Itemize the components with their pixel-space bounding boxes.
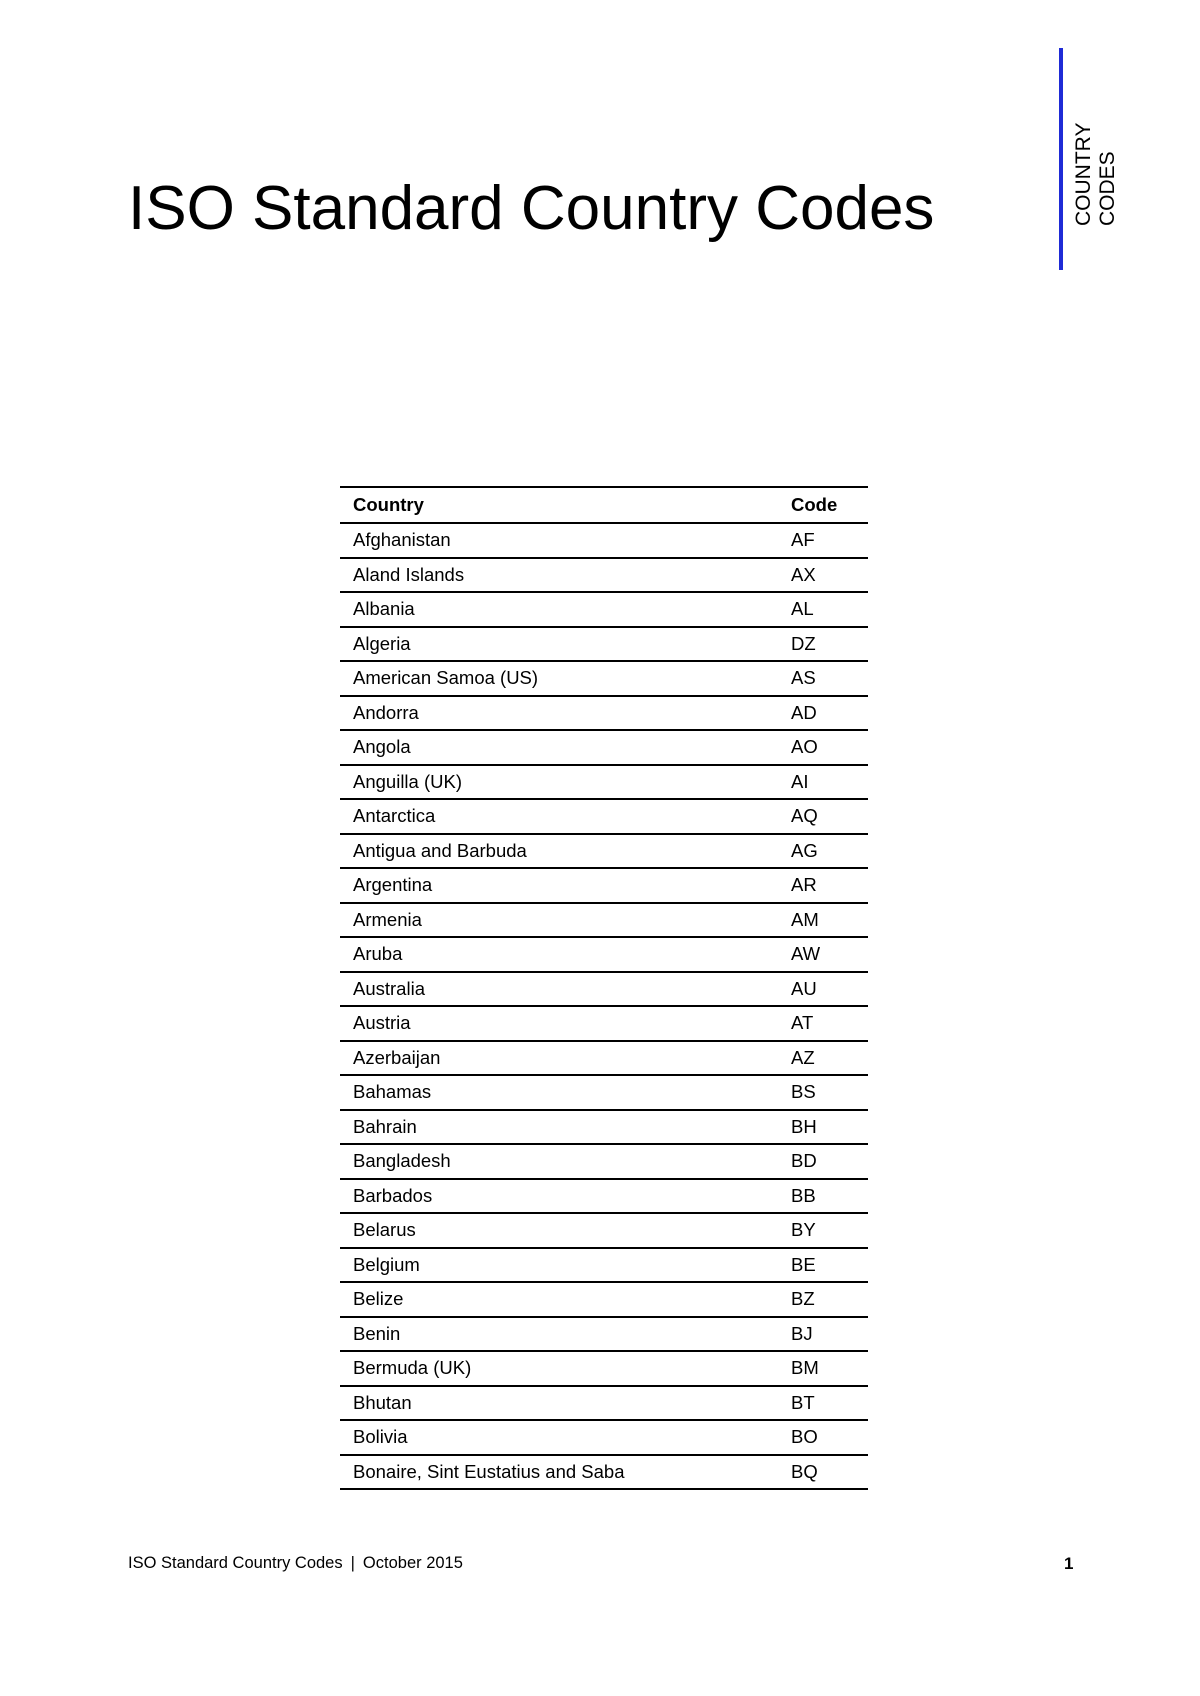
country-name-cell: American Samoa (US) bbox=[340, 661, 778, 696]
country-code-cell: BZ bbox=[778, 1282, 868, 1317]
side-tab-label bbox=[1072, 26, 1120, 226]
table-row bbox=[340, 765, 868, 800]
country-code-cell: AT bbox=[778, 1006, 868, 1041]
country-name-cell: Afghanistan bbox=[340, 523, 778, 558]
country-code-cell: AW bbox=[778, 937, 868, 972]
country-code-cell: AL bbox=[778, 592, 868, 627]
country-name-cell: Austria bbox=[340, 1006, 778, 1041]
country-code-cell: BE bbox=[778, 1248, 868, 1283]
table-row bbox=[340, 1282, 868, 1317]
table-row bbox=[340, 1317, 868, 1352]
country-name-cell: Aland Islands bbox=[340, 558, 778, 593]
country-name-cell: Albania bbox=[340, 592, 778, 627]
country-name-cell: Bolivia bbox=[340, 1420, 778, 1455]
country-name-cell: Bhutan bbox=[340, 1386, 778, 1421]
country-name-cell: Bahamas bbox=[340, 1075, 778, 1110]
country-code-cell: AU bbox=[778, 972, 868, 1007]
country-name-cell: Barbados bbox=[340, 1179, 778, 1214]
table-row bbox=[340, 972, 868, 1007]
country-name-cell: Armenia bbox=[340, 903, 778, 938]
country-code-cell: AF bbox=[778, 523, 868, 558]
country-name-cell: Azerbaijan bbox=[340, 1041, 778, 1076]
country-code-cell: BT bbox=[778, 1386, 868, 1421]
column-header-code: Code bbox=[778, 487, 868, 523]
country-code-cell: BO bbox=[778, 1420, 868, 1455]
table-row bbox=[340, 523, 868, 558]
table-row bbox=[340, 558, 868, 593]
table-row bbox=[340, 592, 868, 627]
country-name-cell: Aruba bbox=[340, 937, 778, 972]
country-code-cell: BQ bbox=[778, 1455, 868, 1490]
table-row bbox=[340, 937, 868, 972]
country-name-cell: Antigua and Barbuda bbox=[340, 834, 778, 869]
country-code-cell: AM bbox=[778, 903, 868, 938]
table-row bbox=[340, 1110, 868, 1145]
table-row bbox=[340, 834, 868, 869]
country-name-cell: Belarus bbox=[340, 1213, 778, 1248]
table-row bbox=[340, 1455, 868, 1490]
side-tab-line-1: COUNTRY bbox=[1072, 122, 1095, 226]
country-code-cell: DZ bbox=[778, 627, 868, 662]
country-code-cell: AS bbox=[778, 661, 868, 696]
footer-doc-title: ISO Standard Country Codes bbox=[128, 1554, 343, 1572]
side-tab-line-2: CODES bbox=[1096, 151, 1119, 226]
country-codes-table bbox=[340, 486, 868, 1490]
footer bbox=[128, 1554, 463, 1573]
table-row bbox=[340, 1006, 868, 1041]
country-name-cell: Benin bbox=[340, 1317, 778, 1352]
table-row bbox=[340, 661, 868, 696]
table-row bbox=[340, 730, 868, 765]
side-accent-bar bbox=[1059, 48, 1063, 270]
country-code-cell: AX bbox=[778, 558, 868, 593]
column-header-country: Country bbox=[340, 487, 778, 523]
country-name-cell: Bonaire, Sint Eustatius and Saba bbox=[340, 1455, 778, 1490]
table-header-row bbox=[340, 487, 868, 523]
country-code-cell: AQ bbox=[778, 799, 868, 834]
country-name-cell: Angola bbox=[340, 730, 778, 765]
table-row bbox=[340, 627, 868, 662]
table-row bbox=[340, 1075, 868, 1110]
country-code-cell: BH bbox=[778, 1110, 868, 1145]
country-code-cell: BJ bbox=[778, 1317, 868, 1352]
footer-separator: | bbox=[350, 1554, 355, 1572]
table-row bbox=[340, 903, 868, 938]
country-code-cell: AO bbox=[778, 730, 868, 765]
country-code-cell: AD bbox=[778, 696, 868, 731]
table-body bbox=[340, 523, 868, 1489]
page-title: ISO Standard Country Codes bbox=[128, 174, 935, 243]
table-row bbox=[340, 1179, 868, 1214]
country-name-cell: Algeria bbox=[340, 627, 778, 662]
country-code-cell: AG bbox=[778, 834, 868, 869]
table-row bbox=[340, 1248, 868, 1283]
country-name-cell: Antarctica bbox=[340, 799, 778, 834]
country-code-cell: BM bbox=[778, 1351, 868, 1386]
country-code-cell: AI bbox=[778, 765, 868, 800]
country-code-cell: AZ bbox=[778, 1041, 868, 1076]
country-name-cell: Belize bbox=[340, 1282, 778, 1317]
country-name-cell: Bangladesh bbox=[340, 1144, 778, 1179]
table-row bbox=[340, 696, 868, 731]
country-code-cell: BS bbox=[778, 1075, 868, 1110]
country-name-cell: Australia bbox=[340, 972, 778, 1007]
table-row bbox=[340, 1420, 868, 1455]
table-row bbox=[340, 868, 868, 903]
table-row bbox=[340, 1213, 868, 1248]
table-row bbox=[340, 1144, 868, 1179]
country-code-cell: BY bbox=[778, 1213, 868, 1248]
country-code-cell: AR bbox=[778, 868, 868, 903]
country-name-cell: Argentina bbox=[340, 868, 778, 903]
country-name-cell: Andorra bbox=[340, 696, 778, 731]
country-name-cell: Bahrain bbox=[340, 1110, 778, 1145]
table-row bbox=[340, 799, 868, 834]
table-row bbox=[340, 1041, 868, 1076]
country-name-cell: Bermuda (UK) bbox=[340, 1351, 778, 1386]
country-name-cell: Belgium bbox=[340, 1248, 778, 1283]
table-row bbox=[340, 1386, 868, 1421]
country-name-cell: Anguilla (UK) bbox=[340, 765, 778, 800]
country-code-cell: BB bbox=[778, 1179, 868, 1214]
page-number: 1 bbox=[1064, 1554, 1074, 1573]
table-row bbox=[340, 1351, 868, 1386]
country-code-cell: BD bbox=[778, 1144, 868, 1179]
footer-date: October 2015 bbox=[362, 1554, 463, 1572]
